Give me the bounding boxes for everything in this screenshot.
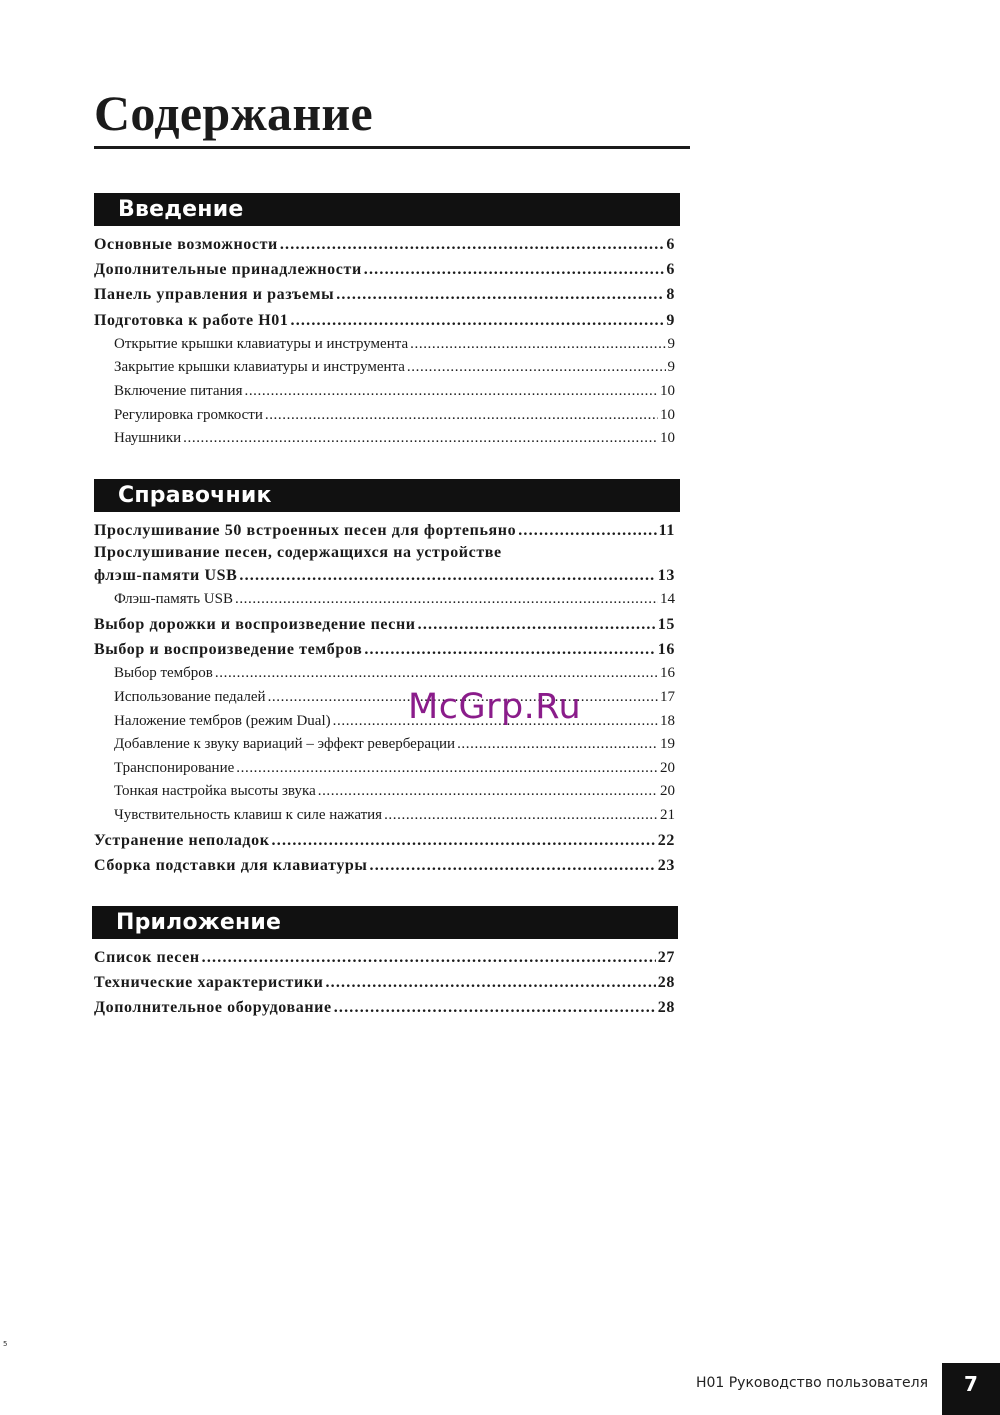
toc-entry-page: 8 xyxy=(666,286,675,304)
toc-entry[interactable] xyxy=(94,518,675,543)
toc-entry-label: Подготовка к работе H01 xyxy=(94,311,289,329)
toc-subentry[interactable] xyxy=(94,356,675,380)
toc-subentry[interactable] xyxy=(94,757,675,781)
dot-leader xyxy=(518,518,656,543)
toc-subentry[interactable] xyxy=(94,686,675,710)
toc-entry[interactable] xyxy=(94,637,675,662)
dot-leader xyxy=(334,995,656,1020)
toc-entry-line[interactable] xyxy=(94,543,675,563)
watermark: McGrp.Ru xyxy=(408,687,582,727)
toc-entry-page: 28 xyxy=(657,974,675,992)
toc-entry-page: 18 xyxy=(660,712,675,729)
toc-entry-page: 11 xyxy=(658,522,675,539)
dot-leader xyxy=(410,333,665,357)
toc-entry[interactable] xyxy=(94,282,675,307)
dot-leader xyxy=(280,232,665,257)
toc-entry-label: Флэш-память USB xyxy=(114,591,233,608)
toc-entry[interactable] xyxy=(94,970,675,995)
toc-entry-label: Тонкая настройка высоты звука xyxy=(114,783,316,800)
toc-list-introduction xyxy=(94,232,675,451)
page-title: Содержание xyxy=(94,85,374,141)
toc-subentry[interactable] xyxy=(94,662,675,686)
dot-leader xyxy=(183,427,658,451)
toc-entry-page: 9 xyxy=(666,311,675,329)
toc-entry-label: Панель управления и разъемы xyxy=(94,286,335,304)
toc-subentry[interactable] xyxy=(94,588,675,612)
toc-entry-page: 14 xyxy=(660,591,675,608)
dot-leader xyxy=(272,828,656,853)
toc-entry-label: Добавление к звуку вариаций – эффект реверберации xyxy=(114,736,456,753)
toc-entry-label: Устранение неполадок xyxy=(94,831,270,849)
toc-subentry[interactable] xyxy=(94,780,675,804)
margin-mark: 5 xyxy=(3,1340,8,1348)
dot-leader xyxy=(384,804,658,828)
section-heading-reference: Справочник xyxy=(94,479,680,512)
toc-entry-page: 20 xyxy=(660,783,675,800)
toc-subentry[interactable] xyxy=(94,733,675,757)
toc-entry-page: 27 xyxy=(657,949,675,966)
toc-entry[interactable] xyxy=(94,232,675,257)
toc-entry-page: 15 xyxy=(657,615,675,633)
toc-entry-page: 16 xyxy=(660,665,675,682)
toc-entry[interactable] xyxy=(94,612,675,637)
dot-leader xyxy=(244,380,658,404)
dot-leader xyxy=(239,563,655,588)
toc-subentry[interactable] xyxy=(94,333,675,357)
toc-entry-label: Выбор тембров xyxy=(114,665,213,682)
toc-entry-label: Чувствительность клавиш к силе нажатия xyxy=(114,806,383,823)
section-heading-appendix: Приложение xyxy=(92,906,678,939)
toc-entry-page: 22 xyxy=(657,831,675,849)
toc-entry-page: 10 xyxy=(660,430,675,447)
dot-leader xyxy=(291,308,665,333)
toc-entry-label: Дополнительные принадлежности xyxy=(94,261,362,279)
dot-leader xyxy=(336,282,664,307)
toc-entry-label: Сборка подставки для клавиатуры xyxy=(94,856,368,874)
toc-entry-label: Технические характеристики xyxy=(94,974,324,992)
toc-subentry[interactable] xyxy=(94,380,675,404)
toc-entry-page: 20 xyxy=(660,759,675,776)
title-divider xyxy=(94,146,690,149)
toc-entry-label: Выбор дорожки и воспроизведение песни xyxy=(94,615,416,633)
toc-entry-label: Прослушивание песен, содержащихся на устройстве xyxy=(94,544,502,562)
dot-leader xyxy=(364,257,665,282)
toc-subentry[interactable] xyxy=(94,710,675,734)
toc-subentry[interactable] xyxy=(94,804,675,828)
toc-entry-label: Выбор и воспроизведение тембров xyxy=(94,641,363,659)
toc-entry-page: 6 xyxy=(666,236,675,253)
toc-subentry[interactable] xyxy=(94,427,675,451)
dot-leader xyxy=(364,637,655,662)
toc-entry-page: 28 xyxy=(657,999,675,1017)
toc-entry[interactable] xyxy=(94,945,675,970)
dot-leader xyxy=(202,945,656,970)
footer-text: H01 Руководство пользователя xyxy=(695,1375,928,1391)
toc-entry-page: 13 xyxy=(657,567,675,585)
dot-leader xyxy=(325,970,655,995)
dot-leader xyxy=(318,780,658,804)
toc-entry-label: Регулировка громкости xyxy=(114,406,263,423)
toc-entry[interactable] xyxy=(94,308,675,333)
toc-entry-page: 21 xyxy=(660,806,675,823)
dot-leader xyxy=(407,356,666,380)
toc-entry-label: Наушники xyxy=(114,430,182,447)
toc-entry-page: 9 xyxy=(667,335,675,352)
toc-entry-label: Транспонирование xyxy=(114,759,235,776)
dot-leader xyxy=(235,588,658,612)
toc-entry-label: Основные возможности xyxy=(94,236,278,253)
toc-entry-label-continued: флэш-памяти USB xyxy=(94,567,238,585)
page-number-badge: 7 xyxy=(942,1363,1000,1415)
toc-entry-label: Прослушивание 50 встроенных песен для фортепьяно xyxy=(94,522,517,539)
toc-entry-page: 6 xyxy=(666,261,675,279)
toc-list-reference xyxy=(94,518,675,878)
toc-entry-label: Закрытие крышки клавиатуры и инструмента xyxy=(114,359,405,376)
toc-entry-label: Список песен xyxy=(94,949,200,966)
toc-entry-label: Использование педалей xyxy=(114,688,266,705)
dot-leader xyxy=(236,757,658,781)
toc-entry-page: 23 xyxy=(657,856,675,874)
toc-entry-label: Наложение тембров (режим Dual) xyxy=(114,712,331,729)
toc-entry[interactable] xyxy=(94,995,675,1020)
toc-entry-page: 10 xyxy=(660,382,675,399)
toc-entry-label: Включение питания xyxy=(114,382,243,399)
dot-leader xyxy=(418,612,656,637)
toc-entry-label: Дополнительное оборудование xyxy=(94,999,332,1017)
toc-entry-page: 9 xyxy=(667,359,675,376)
section-heading-introduction: Введение xyxy=(94,193,680,226)
toc-entry-page: 16 xyxy=(657,641,675,659)
toc-entry[interactable] xyxy=(94,828,675,853)
toc-entry-page: 17 xyxy=(660,688,675,705)
toc-entry-page: 19 xyxy=(660,736,675,753)
dot-leader xyxy=(265,404,658,428)
toc-subentry[interactable] xyxy=(94,404,675,428)
toc-entry[interactable] xyxy=(94,853,675,878)
toc-entry[interactable] xyxy=(94,257,675,282)
toc-entry-label: Открытие крышки клавиатуры и инструмента xyxy=(114,335,409,352)
toc-entry[interactable] xyxy=(94,563,675,588)
dot-leader xyxy=(457,733,658,757)
toc-list-appendix xyxy=(94,945,675,1021)
toc-entry-page: 10 xyxy=(660,406,675,423)
dot-leader xyxy=(370,853,656,878)
